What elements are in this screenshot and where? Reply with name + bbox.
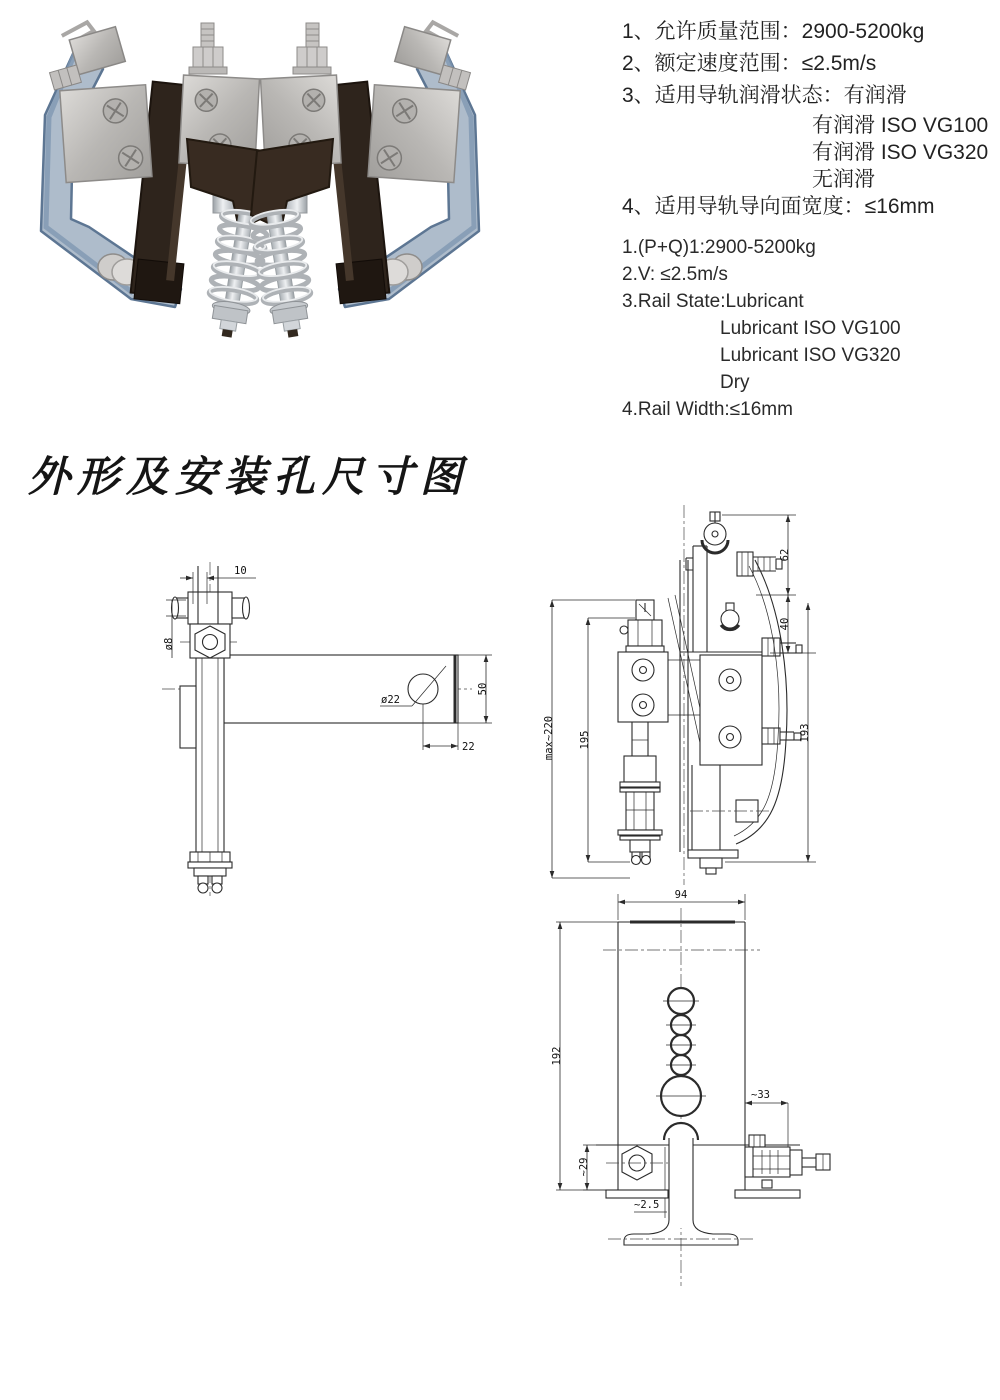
base-plate-right	[735, 1190, 800, 1198]
spec-line-cn-3: 3、适用导轨润滑状态：有润滑	[622, 84, 907, 107]
spec-line-en-4: Lubricant ISO VG100	[720, 318, 901, 339]
safety-gear-left	[39, 15, 270, 340]
top-view-drawing	[548, 888, 888, 1298]
outer-block	[60, 85, 152, 183]
hex-bolt	[737, 552, 782, 576]
dimension-label: ~33	[751, 1089, 770, 1101]
spec-line-en-2: 2.V: ≤2.5m/s	[622, 264, 728, 285]
spec-line-en-3: 3.Rail State:Lubricant	[622, 291, 804, 312]
dimension-label: 94	[674, 889, 688, 901]
section-heading: 外形及安装孔尺寸图	[28, 452, 470, 501]
spec-line-cn-2: 2、额定速度范围：≤2.5m/s	[622, 52, 877, 75]
specs-english	[622, 234, 992, 423]
spec-line-cn-5: 有润滑 ISO VG320	[812, 141, 989, 164]
dimension-label: ~29	[578, 1157, 590, 1177]
hex-nut	[193, 47, 223, 67]
lift-rod-assembly	[618, 600, 668, 865]
gourd-cutout	[656, 988, 706, 1157]
hex-bolt	[190, 624, 230, 658]
stud-and-nut	[189, 23, 227, 74]
dimension-label: 193	[799, 723, 811, 743]
spec-line-cn-6: 无润滑	[812, 168, 875, 191]
dimension-label: max~220	[543, 715, 555, 761]
spec-line-en-5: Lubricant ISO VG320	[720, 345, 901, 366]
dimension-label: ø22	[381, 694, 400, 706]
dimension-label: 195	[579, 730, 591, 750]
vertical-link	[180, 658, 224, 852]
safety-gear-right	[250, 15, 481, 340]
pivot-assembly	[702, 512, 728, 553]
spec-line-en-7: 4.Rail Width:≤16mm	[622, 399, 793, 420]
dimension-label: 22	[462, 741, 475, 753]
hex-nut	[606, 1146, 668, 1180]
dimension-label: ø8	[163, 637, 175, 651]
dimension-label: 192	[551, 1046, 563, 1066]
dimension-label: 10	[234, 565, 247, 577]
dimension-label: 40	[779, 617, 791, 631]
front-view-drawing	[540, 500, 840, 900]
dimension-label: ~2.5	[634, 1199, 660, 1211]
spec-line-en-1: 1.(P+Q)1:2900-5200kg	[622, 237, 816, 258]
base-plate-left	[606, 1190, 668, 1198]
side-view-drawing	[160, 560, 520, 900]
dimension-label: 50	[477, 682, 489, 696]
screw	[103, 98, 129, 124]
spec-line-cn-7: 4、适用导轨导向面宽度：≤16mm	[622, 195, 935, 218]
screw	[118, 145, 144, 171]
spec-line-cn-1: 1、允许质量范围：2900-5200kg	[622, 20, 925, 43]
spec-line-en-6: Dry	[720, 372, 750, 393]
screw	[195, 89, 218, 112]
specs-chinese	[622, 16, 992, 220]
product-photo	[25, 15, 495, 325]
clamp-assembly	[745, 1135, 830, 1188]
spec-line-cn-4: 有润滑 ISO VG100	[812, 114, 989, 137]
dimension-label: 62	[779, 548, 791, 562]
